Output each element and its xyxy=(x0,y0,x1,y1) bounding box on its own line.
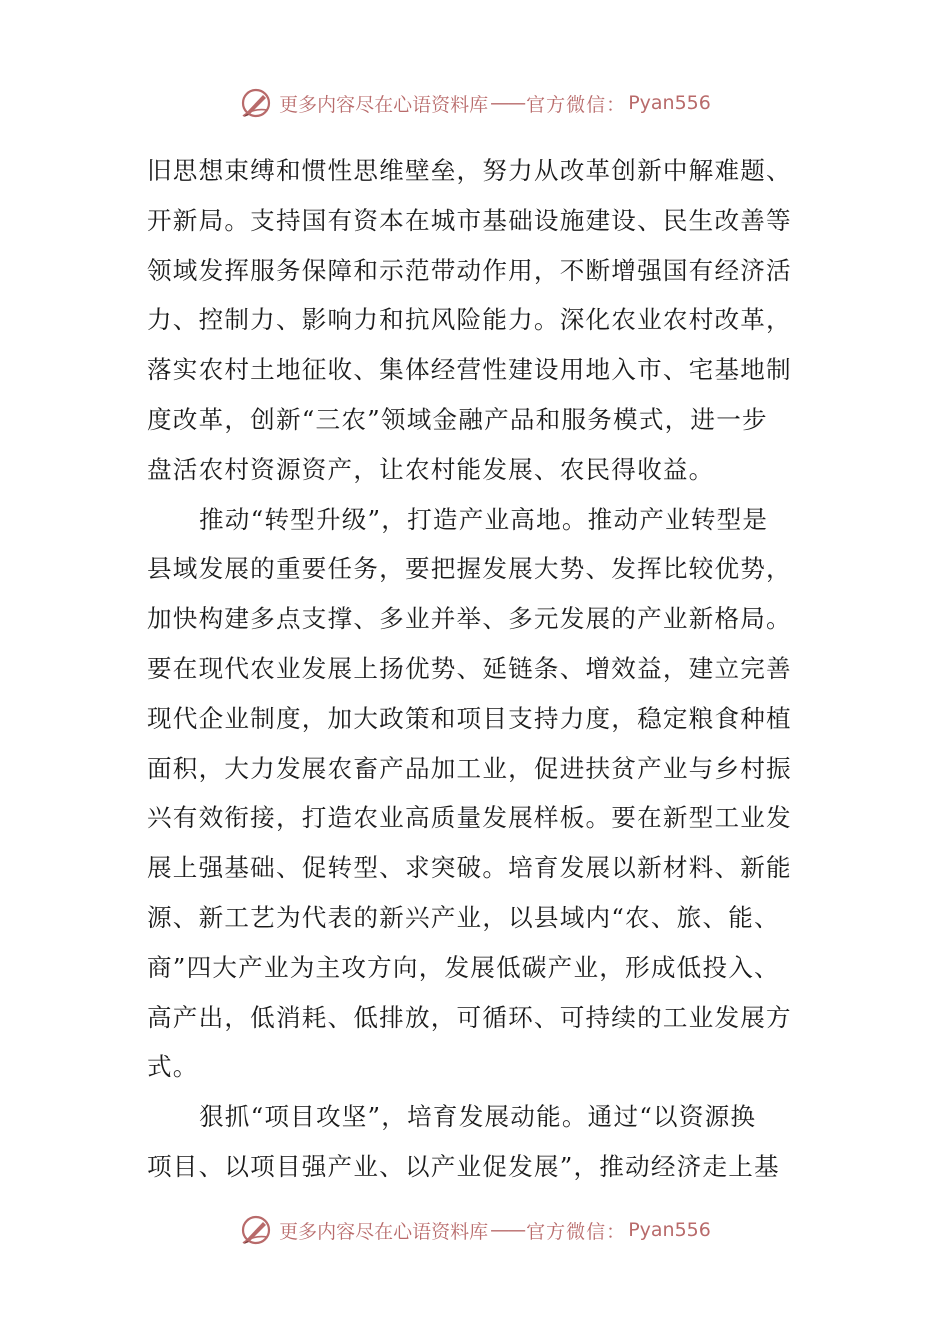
text-line: 力、控制力、影响力和抗风险能力。深化农业农村改革， xyxy=(147,305,792,335)
pen-logo-icon xyxy=(239,86,273,120)
footer-separator: —— xyxy=(490,1219,525,1241)
header-site-name: 更多内容尽在心语资料库 xyxy=(279,93,489,116)
text-line: 开新局。支持国有资本在城市基础设施建设、民生改善等 xyxy=(147,205,792,235)
text-line: 项目、以项目强产业、以产业促发展”，推动经济走上基 xyxy=(147,1151,780,1181)
pen-logo-icon xyxy=(239,1213,273,1247)
footer-wechat-id: Pyan556 xyxy=(628,1219,711,1241)
header-wechat-id: Pyan556 xyxy=(628,92,711,114)
text-line: 盘活农村资源资产，让农村能发展、农民得收益。 xyxy=(147,454,715,484)
text-line: 高产出，低消耗、低排放，可循环、可持续的工业发展方 xyxy=(147,1002,792,1032)
text-line: 要在现代农业发展上扬优势、延链条、增效益，建立完善 xyxy=(147,653,792,683)
footer-wechat-label: 官方微信： xyxy=(526,1220,627,1243)
text-line: 现代企业制度，加大政策和项目支持力度，稳定粮食种植 xyxy=(147,703,792,733)
text-line: 兴有效衔接，打造农业高质量发展样板。要在新型工业发 xyxy=(147,803,792,833)
text-line: 落实农村土地征收、集体经营性建设用地入市、宅基地制 xyxy=(147,355,792,385)
document-body xyxy=(147,146,807,1192)
footer-watermark-banner xyxy=(0,1210,950,1250)
text-line: 式。 xyxy=(147,1052,199,1082)
text-line: 领域发挥服务保障和示范带动作用，不断增强国有经济活 xyxy=(147,255,792,285)
text-line: 县域发展的重要任务，要把握发展大势、发挥比较优势， xyxy=(147,554,792,584)
text-line: 旧思想束缚和惯性思维壁垒，努力从改革创新中解难题、 xyxy=(147,156,792,185)
text-line: 加快构建多点支撑、多业并举、多元发展的产业新格局。 xyxy=(147,604,792,634)
paragraph-start-line: 推动“转型升级”，打造产业高地。推动产业转型是 xyxy=(199,504,769,534)
text-line: 度改革，创新“三农”领域金融产品和服务模式，进一步 xyxy=(147,404,768,434)
header-separator: —— xyxy=(490,92,525,114)
text-line: 源、新工艺为代表的新兴产业，以县域内“农、旅、能、 xyxy=(147,902,780,932)
text-line: 面积，大力发展农畜产品加工业，促进扶贫产业与乡村振 xyxy=(147,753,792,783)
text-line: 展上强基础、促转型、求突破。培育发展以新材料、新能 xyxy=(147,853,792,883)
text-line: 商”四大产业为主攻方向，发展低碳产业，形成低投入、 xyxy=(147,952,780,982)
header-watermark-banner xyxy=(0,83,950,123)
paragraph-start-line: 狠抓“项目攻坚”，培育发展动能。通过“以资源换 xyxy=(199,1102,757,1132)
footer-site-name: 更多内容尽在心语资料库 xyxy=(279,1220,489,1243)
header-wechat-label: 官方微信： xyxy=(526,93,627,116)
